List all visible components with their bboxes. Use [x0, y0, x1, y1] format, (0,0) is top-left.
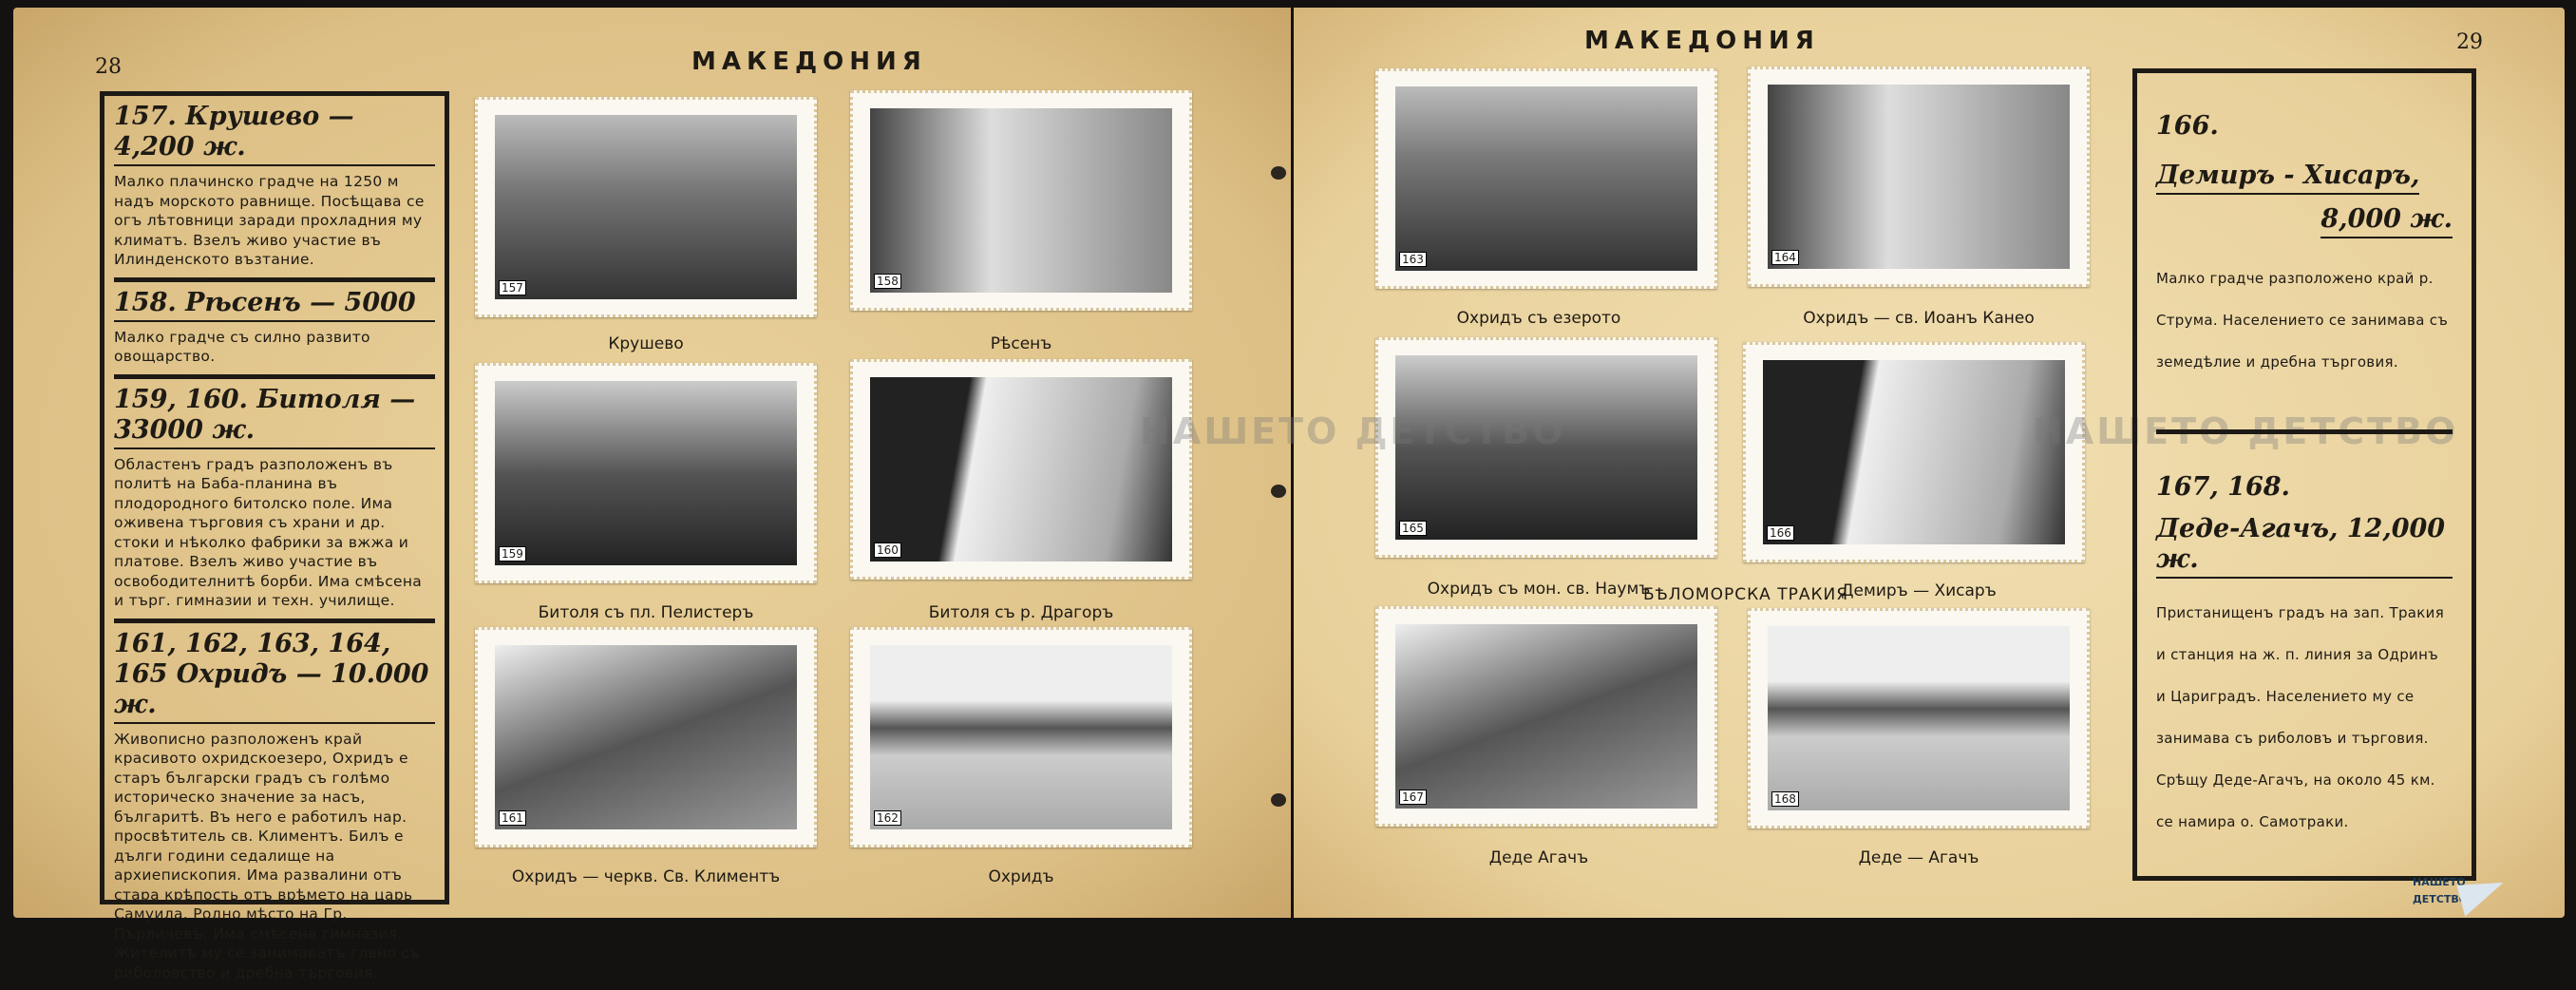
entry-krushevo — [114, 96, 435, 282]
entry-text: Областенъ градъ разположенъ въ политѣ на Баба-планина въ плодородного битолско поле. Има оживена търговия съ храни и др. стоки и нѣколко фабрики за вжжа и платове. Взелъ живо участие въ освободителнитѣ борби. Има смѣсена и търг. гимназии и техн. училище. — [114, 455, 435, 611]
stamp-caption: Крушево — [465, 334, 826, 353]
right-text-box — [2132, 68, 2476, 881]
stamp-caption: Демиръ — Хисаръ — [1738, 581, 2099, 600]
entry-name: Деде-Агачъ, 12,000 ж. — [2156, 514, 2453, 579]
stamp — [475, 363, 817, 583]
stamp-caption: Битоля съ пл. Пелистеръ — [465, 603, 826, 622]
stamp-number: 158 — [874, 274, 901, 289]
entry-number: 166. — [2156, 111, 2453, 143]
page-number: 28 — [95, 55, 122, 79]
page-number: 29 — [2456, 30, 2483, 54]
page-header: МАКЕДОНИЯ — [691, 48, 927, 76]
binding-hole — [1271, 166, 1286, 180]
entry-title: 157. Крушево — 4,200 ж. — [114, 102, 435, 166]
stamp-photo — [1768, 85, 2070, 269]
stamp-caption: Битоля съ р. Драгоръ — [841, 603, 1202, 622]
stamp — [850, 90, 1192, 311]
entry-resen — [114, 282, 435, 379]
entry-text: Пристанищенъ градъ на зап. Тракия и станция на ж. п. линия за Одринъ и Цариградъ. Населението му се занимава съ риболовъ и търговия. Срѣщу Деде-Агачъ, на около 45 км. се намира о. Самотраки. — [2156, 592, 2453, 843]
stamp-photo — [1395, 624, 1697, 809]
stamp-photo — [495, 115, 797, 299]
entry-name: Демиръ - Хисаръ, — [2156, 161, 2419, 195]
stamp-caption: Охридъ съ мон. св. Наумъ — [1358, 580, 1719, 599]
watermark: НАШЕТО ДЕТСТВО — [1140, 410, 1565, 452]
stamp-photo — [1395, 86, 1697, 271]
stamp-number: 168 — [1771, 791, 1799, 807]
binding-hole — [1271, 485, 1286, 498]
stamp-caption: Деде — Агачъ — [1738, 848, 2099, 867]
binding-hole — [1271, 793, 1286, 807]
stamp-number: 162 — [874, 810, 901, 826]
section-subheader: БѢЛОМОРСКА ТРАКИЯ — [1643, 585, 1848, 604]
watermark: НАШЕТО ДЕТСТВО — [2033, 410, 2458, 452]
entry-title: 161, 162, 163, 164, 165 Охридъ — 10.000 ж. — [114, 629, 435, 724]
stamp — [475, 97, 817, 317]
stamp-number: 167 — [1399, 790, 1427, 805]
stamp — [1743, 342, 2085, 562]
entry-ohrid — [114, 623, 435, 990]
stamp-number: 164 — [1771, 250, 1799, 265]
stamp-number: 160 — [874, 543, 901, 558]
stamp-number: 166 — [1767, 525, 1794, 541]
entry-number: 167, 168. — [2156, 472, 2453, 505]
stamp-number: 161 — [499, 810, 526, 826]
entry-demir-hisar — [2156, 73, 2453, 434]
page-header: МАКЕДОНИЯ — [1584, 27, 1820, 55]
logo-line: НАШЕТО — [2413, 874, 2468, 891]
stamp-caption: Охридъ — [841, 867, 1202, 886]
stamp-photo — [495, 381, 797, 565]
entry-title: 159, 160. Битоля — 33000 ж. — [114, 385, 435, 449]
stamp-photo — [870, 645, 1172, 829]
stamp-caption: Рѣсенъ — [841, 334, 1202, 353]
entry-text: Живописно разположенъ край красивото охридскоезеро, Охридъ е старъ български градъ съ голѣмо историческо значение за насъ, българитѣ. Въ него е работилъ нар. просвѣтитель св. Климентъ. Билъ е дълги години седалище на архиепископия. Има развалини отъ стара крѣпость отъ врѣмето на царь Самуила. Родно мѣсто на Гр. Пърличевъ. Има смѣсена гимназия. Жителитѣ му се занимаватъ глвно съ риболовство и дребна търговия. — [114, 730, 435, 983]
entry-text: Малко градче разположено край р. Струма. Населението се занимава съ земедѣлие и дребна търговия. — [2156, 257, 2453, 383]
stamp — [475, 627, 817, 847]
entry-text: Малко плачинско градче на 1250 м надъ морското равнище. Посѣщава се огъ лѣтовници заради прохладния му климатъ. Взелъ живо участие въ Илинденското възтание. — [114, 172, 435, 270]
stamp-number: 165 — [1399, 521, 1427, 536]
stamp-caption: Охридъ съ езерото — [1358, 309, 1719, 328]
stamp-photo — [870, 377, 1172, 562]
logo-line: ДЕТСТВО — [2413, 891, 2468, 908]
entry-text: Малко градче съ силно развито овощарство. — [114, 328, 435, 367]
stamp — [1748, 67, 2090, 287]
left-text-box — [100, 91, 449, 904]
entry-title: 158. Рѣсенъ — 5000 — [114, 288, 435, 322]
stamp-photo — [870, 108, 1172, 293]
entry-bitola — [114, 379, 435, 623]
stamp-photo — [1763, 360, 2065, 544]
stamp-caption: Охридъ — черкв. Св. Климентъ — [465, 867, 826, 886]
stamp — [1375, 68, 1717, 289]
stamp-number: 159 — [499, 546, 526, 562]
stamp-number: 157 — [499, 280, 526, 295]
entry-population: 8,000 ж. — [2320, 204, 2453, 238]
stamp — [1748, 608, 2090, 828]
stamp-photo — [1768, 626, 2070, 810]
stamp-caption: Деде Агачъ — [1358, 848, 1719, 867]
stamp — [850, 359, 1192, 580]
stamp — [850, 627, 1192, 847]
stamp-caption: Охридъ — св. Иоанъ Канео — [1738, 309, 2099, 328]
stamp-number: 163 — [1399, 252, 1427, 267]
entry-dede-agach — [2156, 434, 2453, 850]
stamp-photo — [495, 645, 797, 829]
stamp — [1375, 606, 1717, 827]
